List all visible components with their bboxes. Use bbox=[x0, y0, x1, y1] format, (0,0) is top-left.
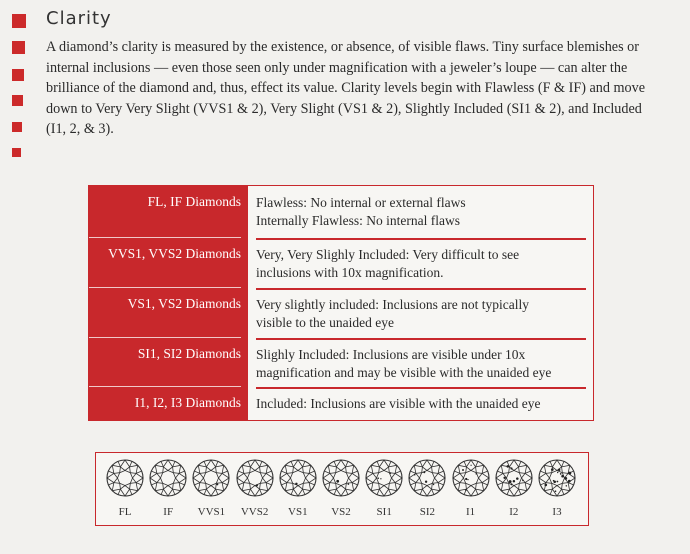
clarity-grade-label: SI1 bbox=[376, 506, 392, 518]
description-line: Very slightly included: Inclusions are not typically bbox=[256, 297, 529, 312]
inclusion-mark bbox=[564, 477, 567, 480]
inclusion-mark bbox=[508, 480, 511, 483]
table-row bbox=[89, 186, 593, 237]
round-diamond-icon bbox=[494, 458, 534, 498]
inclusion-mark bbox=[566, 485, 567, 486]
round-diamond-icon bbox=[407, 458, 447, 498]
clarity-grade-label: I3 bbox=[552, 506, 562, 518]
bullet-square bbox=[12, 41, 25, 54]
inclusion-mark bbox=[556, 481, 558, 483]
inclusion-mark bbox=[560, 473, 562, 475]
inclusion-mark bbox=[292, 487, 293, 488]
inclusion-mark bbox=[555, 490, 557, 492]
clarity-grade-label: FL bbox=[118, 506, 132, 518]
clarity-grade-label: IF bbox=[163, 506, 174, 518]
diamond-illustration bbox=[235, 458, 275, 518]
diamond-illustration bbox=[494, 458, 534, 518]
inclusion-mark bbox=[414, 474, 416, 476]
inclusion-mark bbox=[475, 473, 476, 474]
inclusion-mark bbox=[568, 480, 571, 483]
section-title: Clarity bbox=[46, 8, 112, 29]
inclusion-mark bbox=[465, 478, 467, 480]
description-line: visible to the unaided eye bbox=[256, 314, 394, 330]
table-row bbox=[89, 338, 593, 386]
clarity-grade-label: I1 bbox=[466, 506, 476, 518]
inclusion-mark bbox=[295, 483, 297, 485]
diamond-illustration bbox=[407, 458, 447, 518]
inclusion-mark bbox=[470, 465, 471, 466]
inclusion-mark bbox=[561, 475, 564, 478]
grade-description bbox=[256, 194, 586, 229]
bullet-square bbox=[12, 148, 21, 157]
diamond-illustration bbox=[148, 458, 188, 518]
inclusion-mark bbox=[568, 472, 571, 475]
inclusion-mark bbox=[467, 479, 468, 480]
inclusion-mark bbox=[506, 465, 509, 468]
diamond-illustration bbox=[278, 458, 318, 518]
grade-description bbox=[256, 246, 586, 281]
round-diamond-icon bbox=[148, 458, 188, 498]
inclusion-mark bbox=[510, 483, 512, 485]
inclusion-mark bbox=[512, 480, 514, 482]
inclusion-mark bbox=[505, 482, 506, 483]
grade-description bbox=[256, 395, 586, 413]
inclusion-mark bbox=[465, 489, 467, 491]
inclusion-mark bbox=[557, 472, 558, 473]
inclusion-mark bbox=[217, 483, 219, 485]
bullet-square bbox=[12, 122, 22, 132]
description-line: Slighly Included: Inclusions are visible under 10x bbox=[256, 347, 526, 362]
inclusion-mark bbox=[522, 480, 524, 482]
clarity-grade-label: VS2 bbox=[331, 506, 351, 518]
table-row bbox=[89, 238, 593, 287]
grade-label: VS1, VS2 Diamonds bbox=[127, 296, 241, 311]
inclusion-mark bbox=[558, 469, 560, 471]
grade-label: SI1, SI2 Diamonds bbox=[137, 346, 241, 361]
inclusion-mark bbox=[544, 484, 547, 487]
diamond-illustration bbox=[364, 458, 404, 518]
inclusion-mark bbox=[433, 484, 434, 485]
round-diamond-icon bbox=[364, 458, 404, 498]
description-line: Included: Inclusions are visible with the unaided eye bbox=[256, 396, 541, 411]
inclusion-mark bbox=[348, 483, 350, 485]
clarity-grade-label: I2 bbox=[509, 506, 519, 518]
round-diamond-icon bbox=[235, 458, 275, 498]
inclusion-mark bbox=[510, 467, 512, 469]
description-line: Internally Flawless: No internal flaws bbox=[256, 212, 460, 228]
inclusion-mark bbox=[336, 480, 339, 483]
diamond-illustration bbox=[451, 458, 491, 518]
intro-paragraph: A diamond’s clarity is measured by the existence, or absence, of visible flaws. Tiny surface blemishes or internal inclusions — even those seen only under magnification with a jeweler’s loupe — can alter the brilliance of the diamond and, thus, effect its value. Clarity levels begin with Flawless (F & IF) and move down to Very Very Slight (VVS1 & 2), Very Slight (VS1 & 2), Slightly Included (SI1 & 2), and Included (I1, 2, & 3). bbox=[46, 39, 646, 138]
description-line: inclusions with 10x magnification. bbox=[256, 264, 444, 280]
table-row bbox=[89, 288, 593, 337]
inclusion-mark bbox=[390, 472, 392, 474]
inclusion-mark bbox=[425, 481, 427, 483]
inclusion-mark bbox=[380, 478, 381, 479]
description-line: Flawless: No internal or external flaws bbox=[256, 195, 466, 210]
inclusion-mark bbox=[255, 484, 257, 486]
round-diamond-icon bbox=[278, 458, 318, 498]
diamond-illustration bbox=[191, 458, 231, 518]
clarity-grade-label: VVS2 bbox=[240, 506, 269, 518]
grade-label: VVS1, VVS2 Diamonds bbox=[108, 246, 241, 261]
bullet-square bbox=[12, 14, 26, 28]
inclusion-mark bbox=[516, 477, 519, 480]
description-line: magnification and may be visible with the unaided eye bbox=[256, 364, 552, 380]
grade-description bbox=[256, 296, 586, 331]
clarity-grade-label: VVS1 bbox=[197, 506, 226, 518]
inclusion-mark bbox=[551, 468, 554, 471]
diamond-clarity-scale bbox=[95, 452, 589, 526]
inclusion-mark bbox=[462, 469, 464, 471]
grade-label: FL, IF Diamonds bbox=[147, 194, 241, 209]
round-diamond-icon bbox=[105, 458, 145, 498]
inclusion-mark bbox=[503, 477, 505, 479]
grade-label: I1, I2, I3 Diamonds bbox=[134, 395, 241, 410]
round-diamond-icon bbox=[191, 458, 231, 498]
clarity-grade-label: SI2 bbox=[419, 506, 436, 518]
diamond-illustration bbox=[321, 458, 361, 518]
diamond-illustration bbox=[105, 458, 145, 518]
round-diamond-icon bbox=[321, 458, 361, 498]
round-diamond-icon bbox=[537, 458, 577, 498]
inclusion-mark bbox=[424, 471, 426, 473]
bullet-square bbox=[12, 69, 24, 81]
clarity-grade-table bbox=[88, 185, 594, 421]
table-row bbox=[89, 387, 593, 420]
inclusion-mark bbox=[553, 481, 556, 484]
bullet-square bbox=[12, 95, 23, 106]
description-line: Very, Very Slighly Included: Very difficult to see bbox=[256, 247, 520, 262]
diamond-illustration bbox=[537, 458, 577, 518]
round-diamond-icon bbox=[451, 458, 491, 498]
inclusion-mark bbox=[378, 477, 380, 479]
clarity-grade-label: VS1 bbox=[288, 506, 308, 518]
grade-description bbox=[256, 346, 586, 381]
